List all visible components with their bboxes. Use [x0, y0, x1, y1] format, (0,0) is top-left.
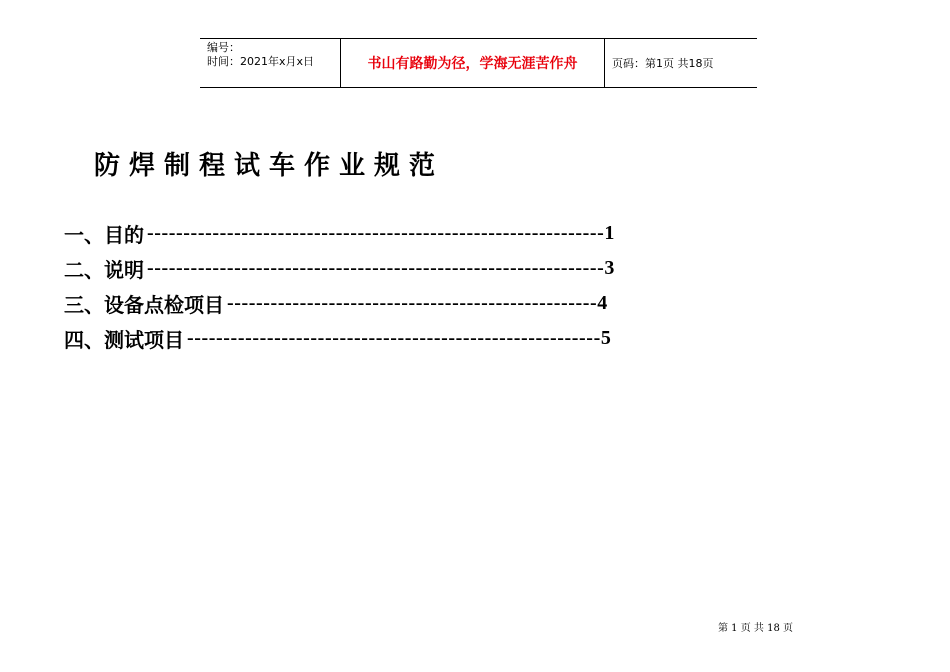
toc-entry[interactable] [64, 251, 724, 286]
toc-leader-dashes: --------------------------------------------------------- [187, 327, 601, 349]
page-header [200, 38, 757, 88]
toc-leader-dashes: --------------------------------------------------------------- [147, 222, 605, 244]
toc-leader-dashes: --------------------------------------------------- [227, 292, 598, 314]
toc-page-number: 3 [604, 257, 615, 279]
header-page-info: 页码：第1页 共18页 [612, 57, 714, 70]
header-motto-cell [341, 39, 605, 87]
serial-number-label: 编号： [207, 41, 240, 54]
toc-entry-label: 二、说明 [64, 258, 144, 282]
toc-entry-label: 三、设备点检项目 [64, 293, 224, 317]
toc-entry-label: 一、目的 [64, 223, 144, 247]
table-of-contents [64, 216, 724, 356]
toc-page-number: 4 [597, 292, 608, 314]
toc-page-number: 5 [600, 327, 611, 349]
header-page-cell [605, 39, 757, 87]
toc-entry-label: 四、测试项目 [64, 328, 184, 352]
document-title: 防焊制程试车作业规范 [94, 151, 445, 181]
header-left-cell [200, 39, 341, 87]
toc-entry[interactable] [64, 321, 724, 356]
page-footer: 第 1 页 共 18 页 [718, 623, 793, 634]
toc-entry[interactable] [64, 216, 724, 251]
toc-entry[interactable] [64, 286, 724, 321]
motto-text: 书山有路勤为径，学海无涯苦作舟 [367, 56, 578, 72]
toc-leader-dashes: --------------------------------------------------------------- [147, 257, 605, 279]
time-label: 时间：2021年x月x日 [207, 55, 315, 68]
toc-page-number: 1 [604, 222, 615, 244]
